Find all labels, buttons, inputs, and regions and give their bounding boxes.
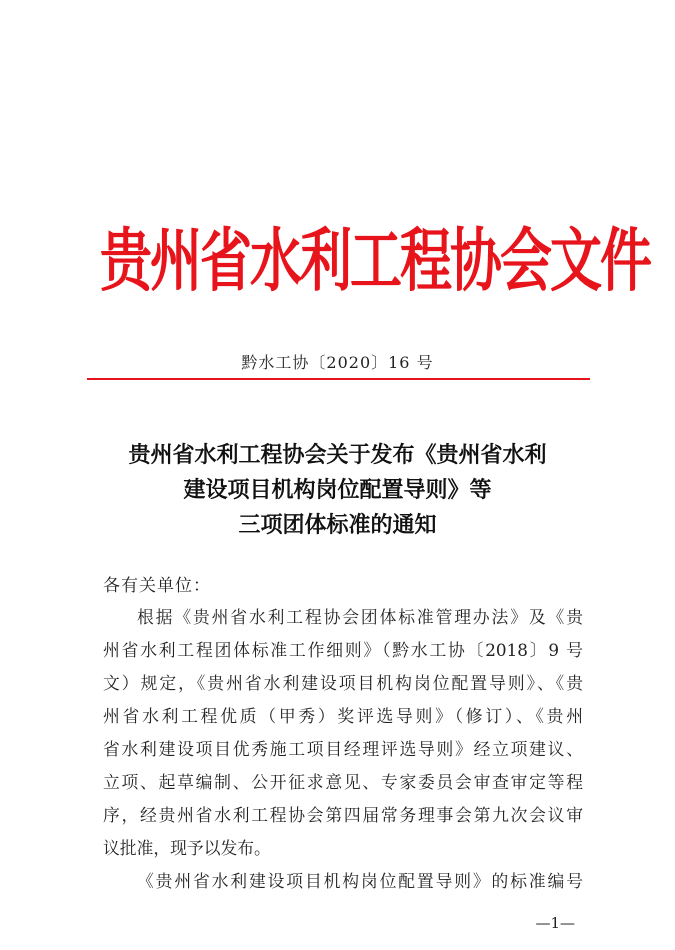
document-title [60, 438, 615, 543]
paragraph-line: 《贵州省水利建设项目机构岗位配置导则》的标准编号 [137, 871, 583, 891]
page-number: —1— [535, 914, 575, 932]
paragraph-line: 立项、起草编制、公开征求意见、专家委员会审查审定等程 [103, 772, 583, 792]
title-line: 建设项目机构岗位配置导则》等 [183, 477, 492, 503]
document-number: 黔水工协〔2020〕16 号 [241, 353, 434, 372]
body-text [103, 601, 583, 898]
paragraph-line: 州省水利工程团体标准工作细则》（黔水工协〔2018〕9 号 [103, 640, 583, 660]
paragraph-line: 序，经贵州省水利工程协会第四届常务理事会第九次会议审 [103, 805, 583, 825]
masthead-red-header: 贵州省水利工程协会文件 [100, 222, 651, 302]
paragraph-line: 根据《贵州省水利工程协会团体标准管理办法》及《贵 [137, 607, 583, 627]
title-line: 三项团体标准的通知 [238, 512, 437, 538]
paragraph-line: 议批准，现予以发布。 [103, 838, 271, 858]
title-line: 贵州省水利工程协会关于发布《贵州省水利 [128, 442, 547, 468]
red-divider-line [87, 378, 590, 380]
paragraph-line: 州省水利工程优质（甲秀）奖评选导则》（修订）、《贵州 [103, 706, 583, 726]
paragraph-line: 省水利建设项目优秀施工项目经理评选导则》经立项建议、 [103, 739, 583, 759]
paragraph-line: 文）规定，《贵州省水利建设项目机构岗位配置导则》、《贵 [103, 673, 583, 693]
salutation: 各有关单位： [103, 576, 211, 596]
